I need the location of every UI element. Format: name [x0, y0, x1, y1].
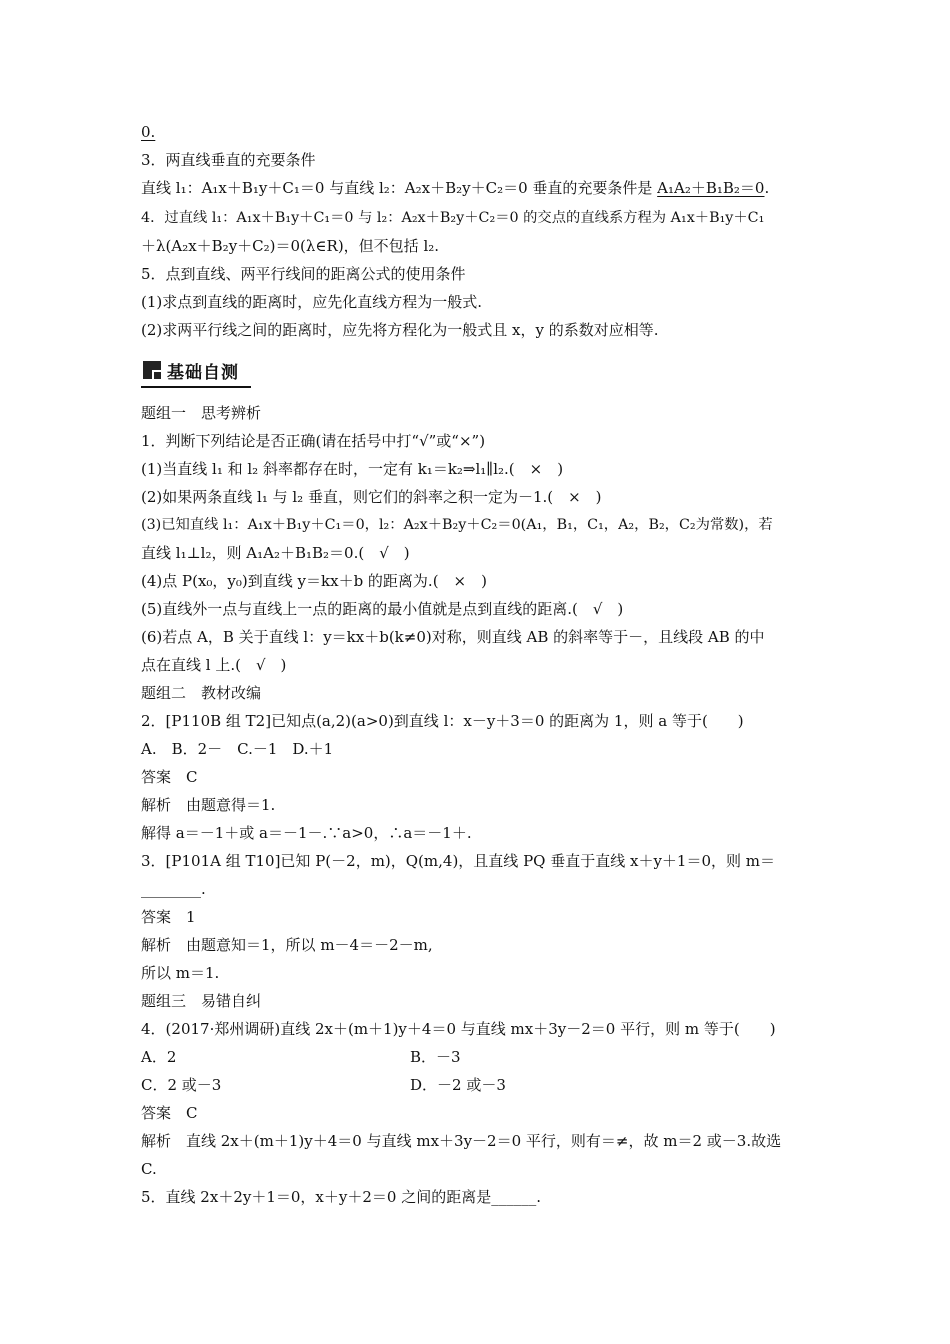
- q1-item-4: (4)点 P(x₀，y₀)到直线 y＝kx＋b 的距离为.( × ): [141, 572, 487, 590]
- section-header: [141, 356, 251, 388]
- section-marker-icon: [143, 361, 161, 379]
- point-3-answer: A₁A₂＋B₁B₂＝0: [657, 179, 765, 197]
- group-3-title: 题组三 易错自纠: [141, 992, 262, 1010]
- q1-item-1: (1)当直线 l₁ 和 l₂ 斜率都存在时，一定有 k₁＝k₂⇒l₁∥l₂.( × ): [141, 460, 564, 478]
- q4-stem: 4．(2017·郑州调研)直线 2x＋(m＋1)y＋4＝0 与直线 mx＋3y－2＝0 平行，则 m 等于( ): [141, 1020, 776, 1038]
- q2-analysis: 解析 由题意得＝1.: [141, 796, 276, 814]
- q1-item-2: (2)如果两条直线 l₁ 与 l₂ 垂直，则它们的斜率之积一定为－1.( × ): [141, 488, 602, 506]
- point-3-heading: 3．两直线垂直的充要条件: [141, 151, 316, 169]
- point-4-line-1: 4．过直线 l₁：A₁x＋B₁y＋C₁＝0 与 l₂：A₂x＋B₂y＋C₂＝0 的交点的直线系方程为 A₁x＋B₁y＋C₁: [141, 210, 765, 226]
- point-4-line-2: ＋λ(A₂x＋B₂y＋C₂)＝0(λ∈R)，但不包括 l₂.: [141, 237, 440, 255]
- q2-answer: 答案 C: [141, 768, 198, 786]
- q2-solution: 解得 a＝－1＋或 a＝－1－.∵a>0，∴a＝－1＋.: [141, 824, 472, 842]
- q2-stem: 2．[P110B 组 T2]已知点(a,2)(a>0)到直线 l：x－y＋3＝0 的距离为 1，则 a 等于( ): [141, 712, 744, 730]
- q1-stem: 1．判断下列结论是否正确(请在括号中打“√”或“×”): [141, 432, 486, 450]
- group-1-title: 题组一 思考辨析: [141, 404, 262, 422]
- q1-item-3-line-1: (3)已知直线 l₁：A₁x＋B₁y＋C₁＝0，l₂：A₂x＋B₂y＋C₂＝0(A₁，B₁，C₁，A₂，B₂，C₂为常数)，若: [141, 517, 773, 533]
- q3-answer: 答案 1: [141, 908, 196, 926]
- q5-stem: 5．直线 2x＋2y＋1＝0，x＋y＋2＝0 之间的距离是______.: [141, 1188, 541, 1206]
- q4-analysis-line-1: 解析 直线 2x＋(m＋1)y＋4＝0 与直线 mx＋3y－2＝0 平行，则有＝≠，故 m＝2 或－3.故选: [141, 1132, 782, 1150]
- q3-stem-line-1: 3．[P101A 组 T10]已知 P(－2，m)，Q(m,4)，且直线 PQ 垂直于直线 x＋y＋1＝0，则 m＝: [141, 852, 776, 870]
- section-title: 基础自测: [167, 363, 239, 383]
- continued-answer: 0.: [141, 123, 156, 141]
- q4-option-a: A．2: [141, 1048, 177, 1066]
- q4-option-d: D．－2 或－3: [410, 1076, 506, 1094]
- q4-option-b: B．－3: [410, 1048, 461, 1066]
- group-2-title: 题组二 教材改编: [141, 684, 262, 702]
- q1-item-5: (5)直线外一点与直线上一点的距离的最小值就是点到直线的距离.( √ ): [141, 600, 624, 618]
- point-5-item-1: (1)求点到直线的距离时，应先化直线方程为一般式.: [141, 293, 483, 311]
- q3-stem-line-2: ________.: [141, 880, 206, 898]
- q2-options: A. B．2－ C.－1 D.＋1: [141, 740, 334, 758]
- q1-item-6-line-1: (6)若点 A，B 关于直线 l：y＝kx＋b(k≠0)对称，则直线 AB 的斜率等于－，且线段 AB 的中: [141, 628, 765, 646]
- q4-answer: 答案 C: [141, 1104, 198, 1122]
- q3-analysis: 解析 由题意知＝1，所以 m－4＝－2－m,: [141, 936, 433, 954]
- point-5-heading: 5．点到直线、两平行线间的距离公式的使用条件: [141, 265, 466, 283]
- q4-option-c: C．2 或－3: [141, 1076, 222, 1094]
- q4-analysis-line-2: C.: [141, 1160, 157, 1178]
- point-3-body: [141, 178, 769, 198]
- q1-item-6-line-2: 点在直线 l 上.( √ ): [141, 656, 287, 674]
- point-3-text: 直线 l₁：A₁x＋B₁y＋C₁＝0 与直线 l₂：A₂x＋B₂y＋C₂＝0 垂直的充要条件是: [141, 179, 658, 197]
- q3-conclusion: 所以 m＝1.: [141, 964, 220, 982]
- point-5-item-2: (2)求两平行线之间的距离时，应先将方程化为一般式且 x，y 的系数对应相等.: [141, 321, 659, 339]
- point-3-period: .: [764, 179, 770, 197]
- q1-item-3-line-2: 直线 l₁⊥l₂，则 A₁A₂＋B₁B₂＝0.( √ ): [141, 544, 410, 562]
